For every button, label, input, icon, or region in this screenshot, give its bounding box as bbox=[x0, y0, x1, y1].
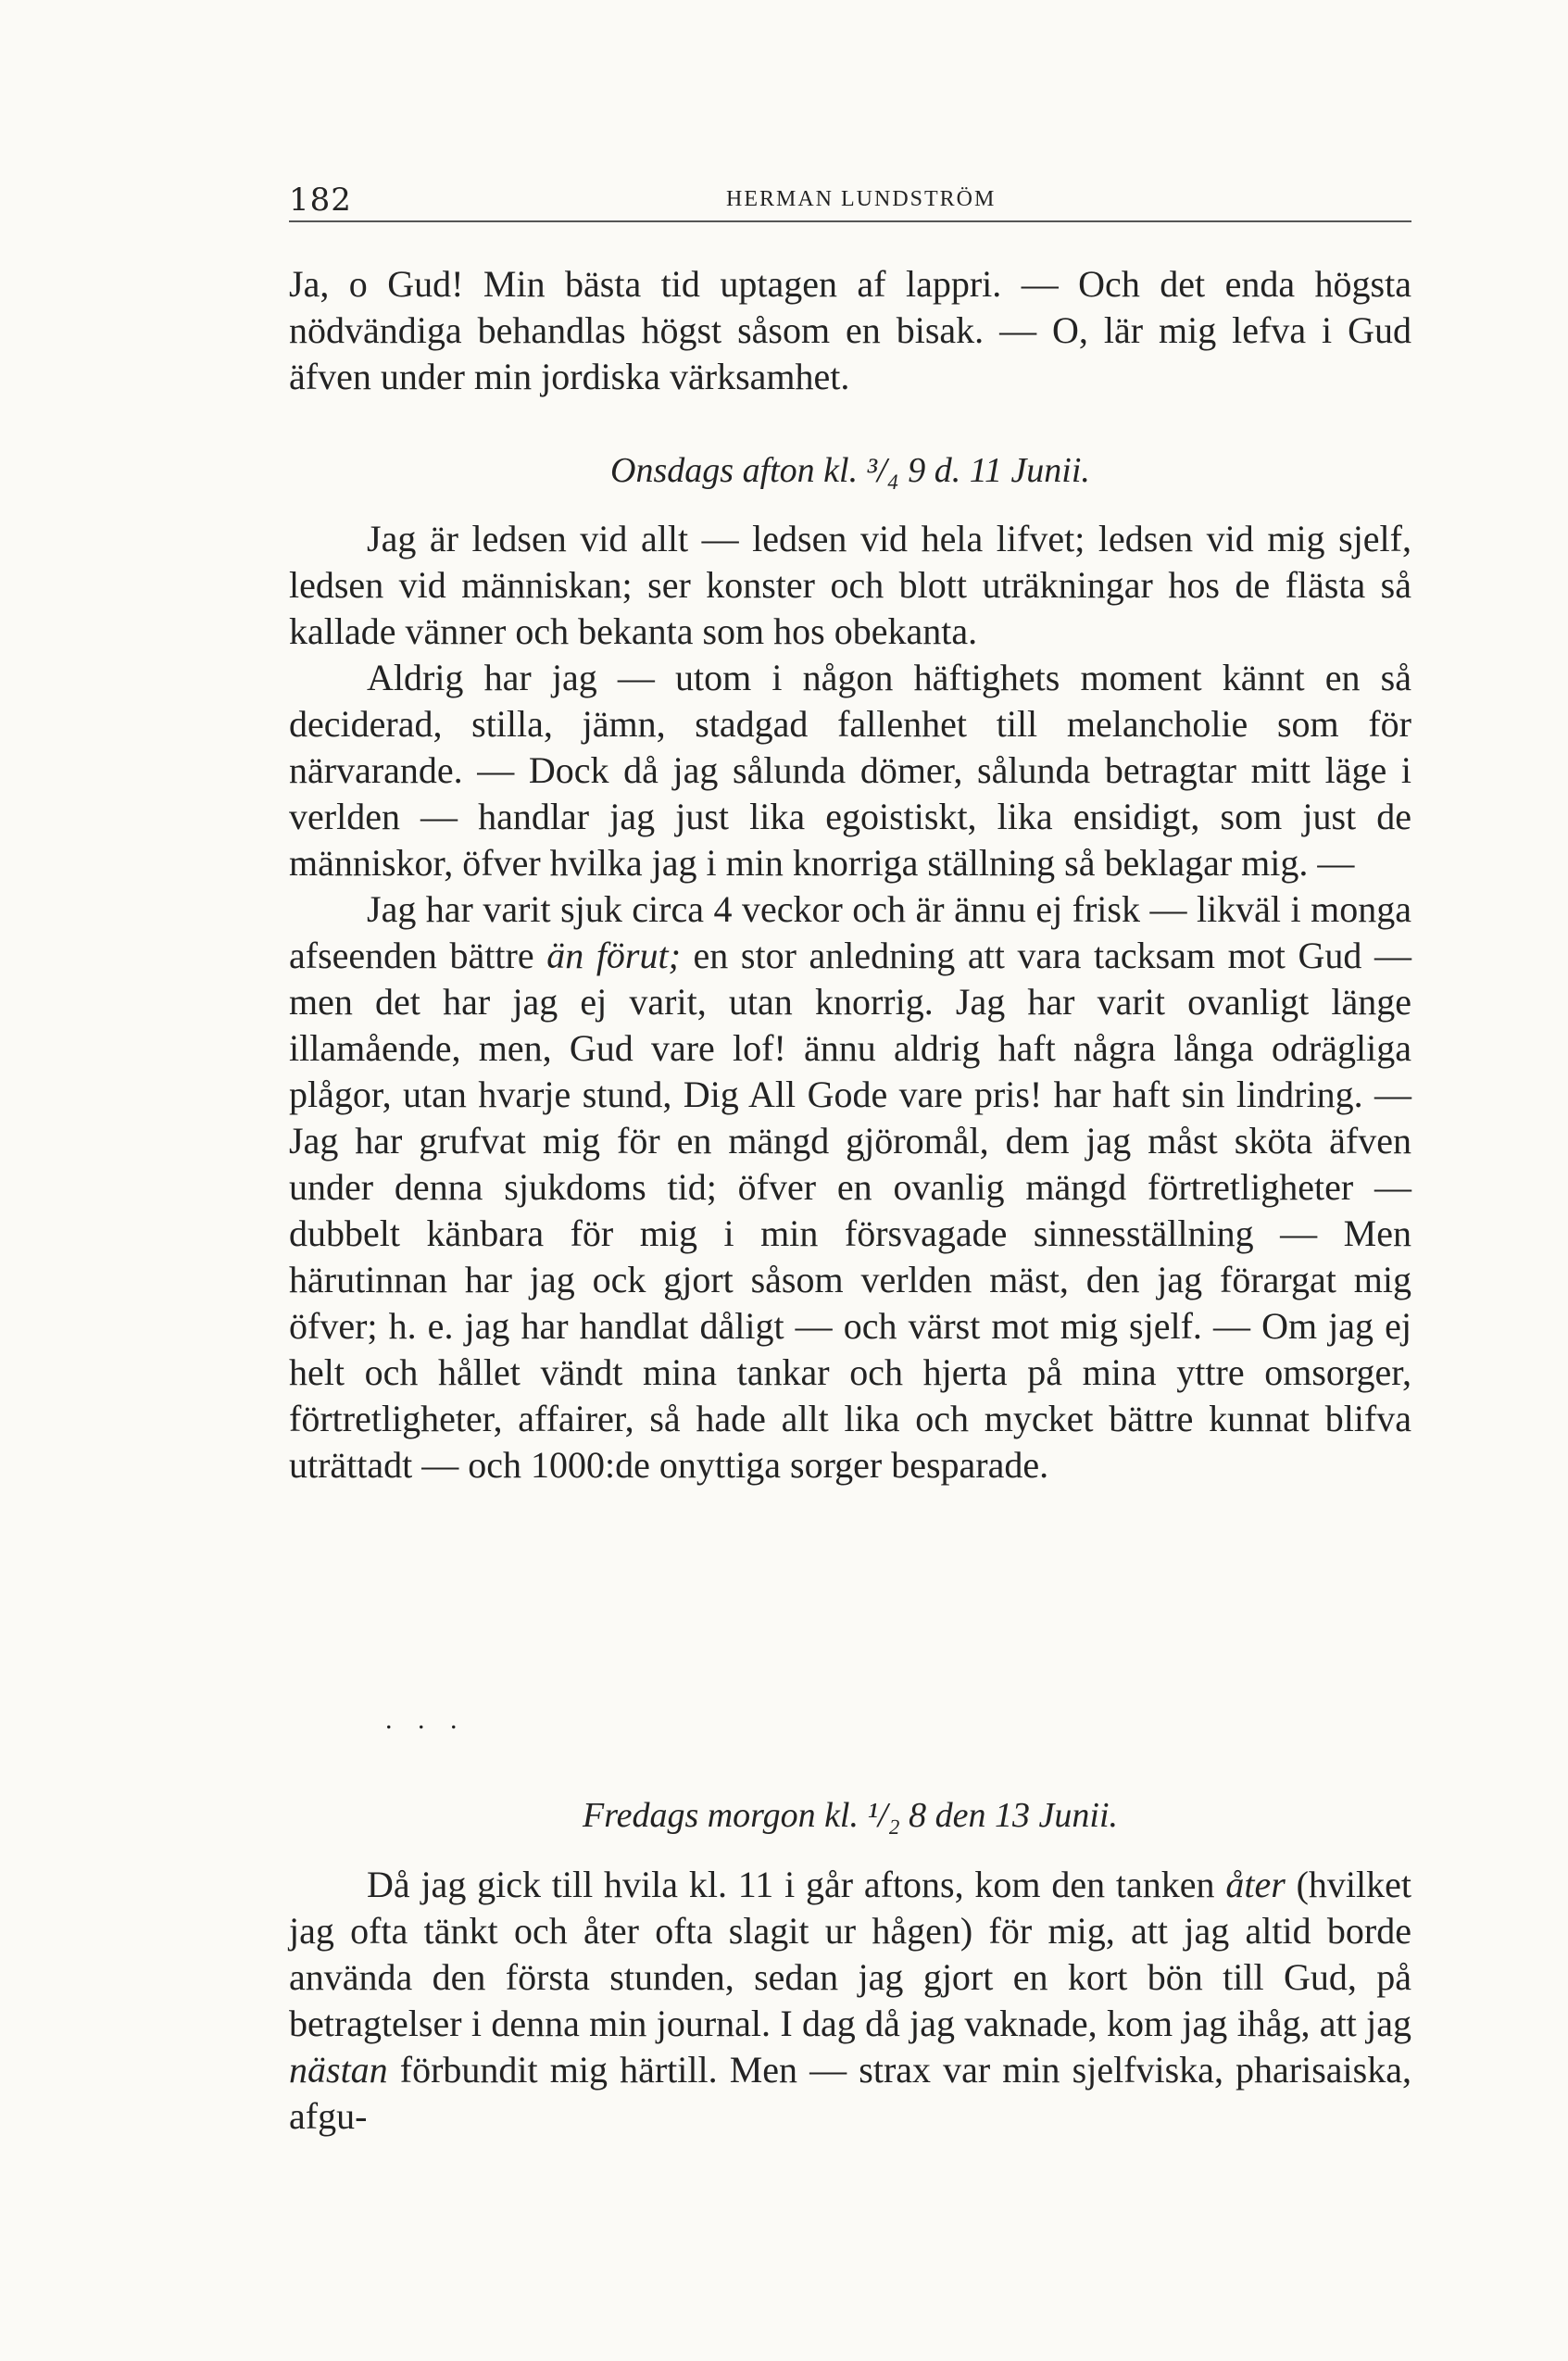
friday-entry-body bbox=[289, 1862, 1411, 2140]
running-title: HERMAN LUNDSTRÖM bbox=[726, 187, 997, 211]
running-header bbox=[289, 182, 1411, 222]
entry-heading-wednesday: Onsdags afton kl. ³/₄ 9 d. 11 Junii. bbox=[610, 451, 1090, 490]
entry-heading-friday: Fredags morgon kl. ¹/₂ 8 den 13 Junii. bbox=[583, 1796, 1118, 1835]
opening-paragraph-block bbox=[289, 261, 1411, 400]
emphasis-text: åter bbox=[1225, 1864, 1286, 1905]
paragraph: Ja, o Gud! Min bästa tid uptagen af lappri. — Och det enda högsta nödvändiga behandlas högst såsom en bisak. — O, lär mig lefva i Gud äfven under min jordiska värksamhet. bbox=[289, 263, 1411, 397]
page-number: 182 bbox=[289, 182, 352, 219]
emphasis-text: än förut; bbox=[546, 935, 681, 976]
section-separator: . . . bbox=[385, 1704, 467, 1735]
text-run: en stor anledning att vara tacksam mot Gud — men det har jag ej varit, utan knorrig. Jag har varit ovanligt länge illamående, men, Gud vare lof! ännu aldrig haft några långa odrägliga plågor, utan hvarje stund, Dig All Gode vare pris! har haft sin lindring. — Jag har grufvat mig för en mängd gjöromål, dem jag måst sköta äfven under denna sjukdoms tid; öfver en ovanlig mängd förtretligheter — dubbelt känbara för mig i min försvagade sinnesställning — Men härutinnan har jag ock gjort såsom verlden mäst, den jag förargat mig öfver; h. e. jag har handlat dåligt — och värst mot mig sjelf. — Om jag ej helt och hållet vändt mina tankar och hjerta på mina yttre omsorger, förtretligheter, affairer, så hade allt lika och mycket bättre kunnat blifva uträttadt — och 1000:de onyttiga sorger besparade. bbox=[289, 935, 1411, 1486]
text-run: förbundit mig härtill. Men — strax var min sjelfviska, pharisaiska, afgu- bbox=[289, 2049, 1411, 2137]
text-run: Då jag gick till hvila kl. 11 i går aftons, kom den tanken bbox=[367, 1864, 1226, 1905]
paragraph bbox=[289, 1862, 1411, 2140]
paragraph: Jag är ledsen vid allt — ledsen vid hela lifvet; ledsen vid mig sjelf, ledsen vid människan; ser konster och blott uträkningar hos de flästa så kallade vänner och bekanta som hos obekanta. bbox=[289, 518, 1411, 652]
wednesday-entry-body bbox=[289, 516, 1411, 1488]
emphasis-text: nästan bbox=[289, 2049, 388, 2091]
text-run: Jag har varit sjuk circa 4 veckor och är ännu ej frisk — likväl i monga afseenden bättre bbox=[289, 888, 1411, 976]
text-run: (hvilket jag ofta tänkt och åter ofta slagit ur hågen) för mig, att jag altid borde använda den första stunden, sedan jag gjort en kort bön till Gud, på betragtelser i denna min journal. I dag då jag vaknade, kom jag ihåg, att jag bbox=[289, 1864, 1411, 2044]
paragraph bbox=[289, 886, 1411, 1488]
paragraph: Aldrig har jag — utom i någon häftighets moment kännt en så deciderad, stilla, jämn, stadgad fallenhet till melancholie som för närvarande. — Dock då jag sålunda dömer, sålunda betragtar mitt läge i verlden — handlar jag just lika egoistiskt, lika ensidigt, som just de människor, öfver hvilka jag i min knorriga ställning så beklagar mig. — bbox=[289, 657, 1411, 884]
